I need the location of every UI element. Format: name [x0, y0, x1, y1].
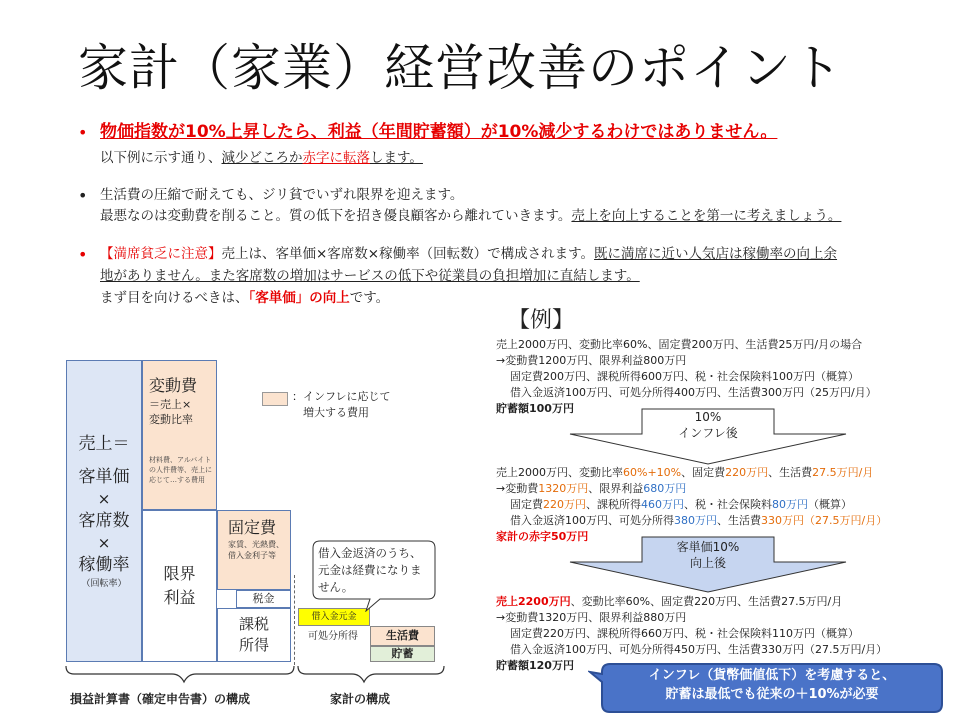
fixed-cost-box	[217, 510, 291, 590]
tax-label: 税金	[252, 592, 275, 605]
variable-cost-formula: ＝売上× 変動比率	[149, 398, 193, 426]
scenario1-line: 借入金返済100万円、可処分所得400万円、生活費300万円（25万円/月）	[510, 386, 877, 399]
bullet-marker: •	[78, 245, 88, 264]
text-span: 220万円	[543, 498, 586, 511]
scenario1	[496, 337, 877, 417]
text-span: 売上は、客単価×客席数×稼働率（回転数）で構成されます。	[221, 246, 595, 262]
text-span: 最悪なのは変動費を削ること。質の低下を招き優良顧客から離れていきます。	[100, 208, 572, 224]
text-span: 27.5万円/月	[812, 466, 874, 479]
text-span: 、限界利益	[588, 482, 644, 495]
bullet3-line2: 地がありません。また客席数の増加はサービスの低下や従業員の負担増加に直結します。	[100, 268, 640, 284]
text-span: まず目を向けるべきは、	[100, 290, 249, 306]
sales-factor-price: 客単価	[78, 467, 130, 487]
page-title: 家計（家業）経営改善のポイント	[78, 39, 843, 97]
scenario2-deficit: 家計の赤字50万円	[496, 530, 589, 543]
pl-structure-label: 損益計算書（確定申告書）の構成	[70, 692, 251, 706]
text-span: 【満席貧乏に注意】	[100, 246, 222, 262]
variable-cost-box	[142, 360, 217, 510]
text-span: します。	[370, 150, 423, 166]
sales-factor-rate: 稼働率	[78, 555, 130, 575]
text-span: →変動費	[496, 482, 539, 495]
legend-swatch	[262, 392, 288, 406]
bullet1-line2	[100, 148, 423, 169]
bullet2-line1: 生活費の圧縮で耐えても、ジリ貧でいずれ限界を迎えます。	[100, 187, 464, 203]
text-span: 460万円	[641, 498, 684, 511]
text-span: 220万円	[725, 466, 769, 479]
legend-text: ：インフレに応じて 増大する費用	[292, 390, 391, 419]
living-cost-box	[370, 626, 435, 646]
text-span: （概算）	[808, 498, 852, 511]
sales-factor-seats: 客席数	[78, 511, 130, 531]
scenario3-line: 借入金返済100万円、可処分所得450万円、生活費330万円（27.5万円/月）	[510, 643, 888, 656]
tax-box	[236, 590, 291, 608]
arrow2-label: 客単価10% 向上後	[676, 540, 740, 570]
example-header: 【例】	[508, 308, 575, 333]
marginal-profit-box	[142, 510, 217, 662]
scenario3-line	[496, 594, 887, 610]
sales-box	[66, 360, 142, 662]
scenario1-line: 固定費200万円、課税所得600万円、税・社会保険料100万円（概算）	[510, 370, 859, 383]
text-span: 680万円	[643, 482, 687, 495]
text-span: 1320万円	[538, 482, 589, 495]
scenario1-savings: 貯蓄額100万円	[496, 402, 574, 415]
scenario2-line	[496, 465, 887, 481]
variable-cost-examples: 材料費、アルバイトの人件費等、売上に応じて…する費用	[149, 456, 212, 484]
text-span: 380万円	[674, 514, 717, 527]
text-span: 、生活費	[768, 466, 813, 479]
times-sign: ×	[97, 490, 111, 508]
text-span: 既に満席に近い人気店は稼働率の向上余	[594, 246, 838, 262]
living-cost-label: 生活費	[386, 629, 419, 642]
text-span: 80万円	[772, 498, 808, 511]
taxable-income-label: 課税 所得	[238, 615, 269, 654]
text-span: 330万円（27.5万円/月）	[761, 514, 888, 527]
text-span: 以下例に示す通り、	[100, 150, 222, 166]
text-span: です。	[349, 290, 390, 306]
text-span: 売上2000万円、変動比率	[496, 466, 623, 479]
scenario2-line	[496, 481, 887, 497]
fixed-cost-examples: 家賃、光熱費、借入金利子等	[228, 540, 284, 560]
household-structure-label: 家計の構成	[330, 692, 391, 706]
scenario2	[496, 465, 887, 545]
text-span: 60%+10%	[623, 466, 682, 479]
times-sign: ×	[97, 534, 111, 552]
bullet2-line2	[100, 206, 841, 227]
fixed-cost-title: 固定費	[228, 518, 277, 537]
savings-box	[370, 646, 435, 662]
bullet-marker: •	[78, 123, 88, 142]
text-span: 、課税所得	[586, 498, 641, 511]
variable-cost-title: 変動費	[149, 376, 198, 395]
inflation-callout-text: インフレ（貨幣価値低下）を考慮すると、 貯蓄は最低でも従来の＋10%が必要	[648, 668, 896, 702]
scenario3-line: 固定費220万円、課税所得660万円、税・社会保険料110万円（概算）	[510, 627, 859, 640]
bullet3-line3	[100, 288, 389, 309]
disposable-income-label: 可処分所得	[308, 631, 358, 642]
scenario3-savings: 貯蓄額120万円	[496, 659, 574, 672]
sales-label: 売上＝	[78, 434, 130, 454]
section-divider	[294, 575, 295, 665]
text-span: 売上2200万円	[496, 595, 571, 608]
savings-label: 貯蓄	[391, 647, 414, 660]
scenario2-line	[496, 513, 887, 529]
scenario1-line: 売上2000万円、変動比率60%、固定費200万円、生活費25万円/月の場合	[496, 338, 863, 351]
scenario2-line	[496, 497, 887, 513]
arrow1-label: 10% インフレ後	[678, 410, 738, 440]
loan-principal-label: 借入金元金	[311, 612, 357, 622]
text-span: 売上を向上することを第一に考えましょう。	[571, 208, 842, 224]
text-span: 、生活費	[717, 514, 761, 527]
text-span: 、変動比率60%、固定費220万円、生活費27.5万円/月	[570, 595, 843, 608]
bracket-lines	[60, 664, 450, 688]
callout-text: 借入金返済のうち、元金は経費になりません。	[318, 546, 422, 594]
bullet-marker: •	[78, 186, 88, 205]
text-span: 固定費	[510, 498, 543, 511]
bullet1-heading: 物価指数が10%上昇したら、利益（年間貯蓄額）が10%減少するわけではありません。	[100, 122, 778, 142]
text-span: 減少どころか	[221, 150, 303, 166]
marginal-profit-label: 限界 利益	[163, 564, 196, 607]
text-span: 、税・社会保険料	[684, 498, 772, 511]
scenario3-line: →変動費1320万円、限界利益880万円	[496, 611, 687, 624]
text-span: 赤字に転落	[302, 150, 370, 166]
scenario1-line: →変動費1200万円、限界利益800万円	[496, 354, 687, 367]
taxable-income-box	[217, 608, 291, 662]
text-span: 、固定費	[681, 466, 726, 479]
text-span: 「客単価」の向上	[248, 290, 350, 306]
sales-note: （回転率）	[81, 579, 127, 589]
bullet3-line1	[100, 244, 837, 265]
text-span: 借入金返済100万円、可処分所得	[510, 514, 674, 527]
